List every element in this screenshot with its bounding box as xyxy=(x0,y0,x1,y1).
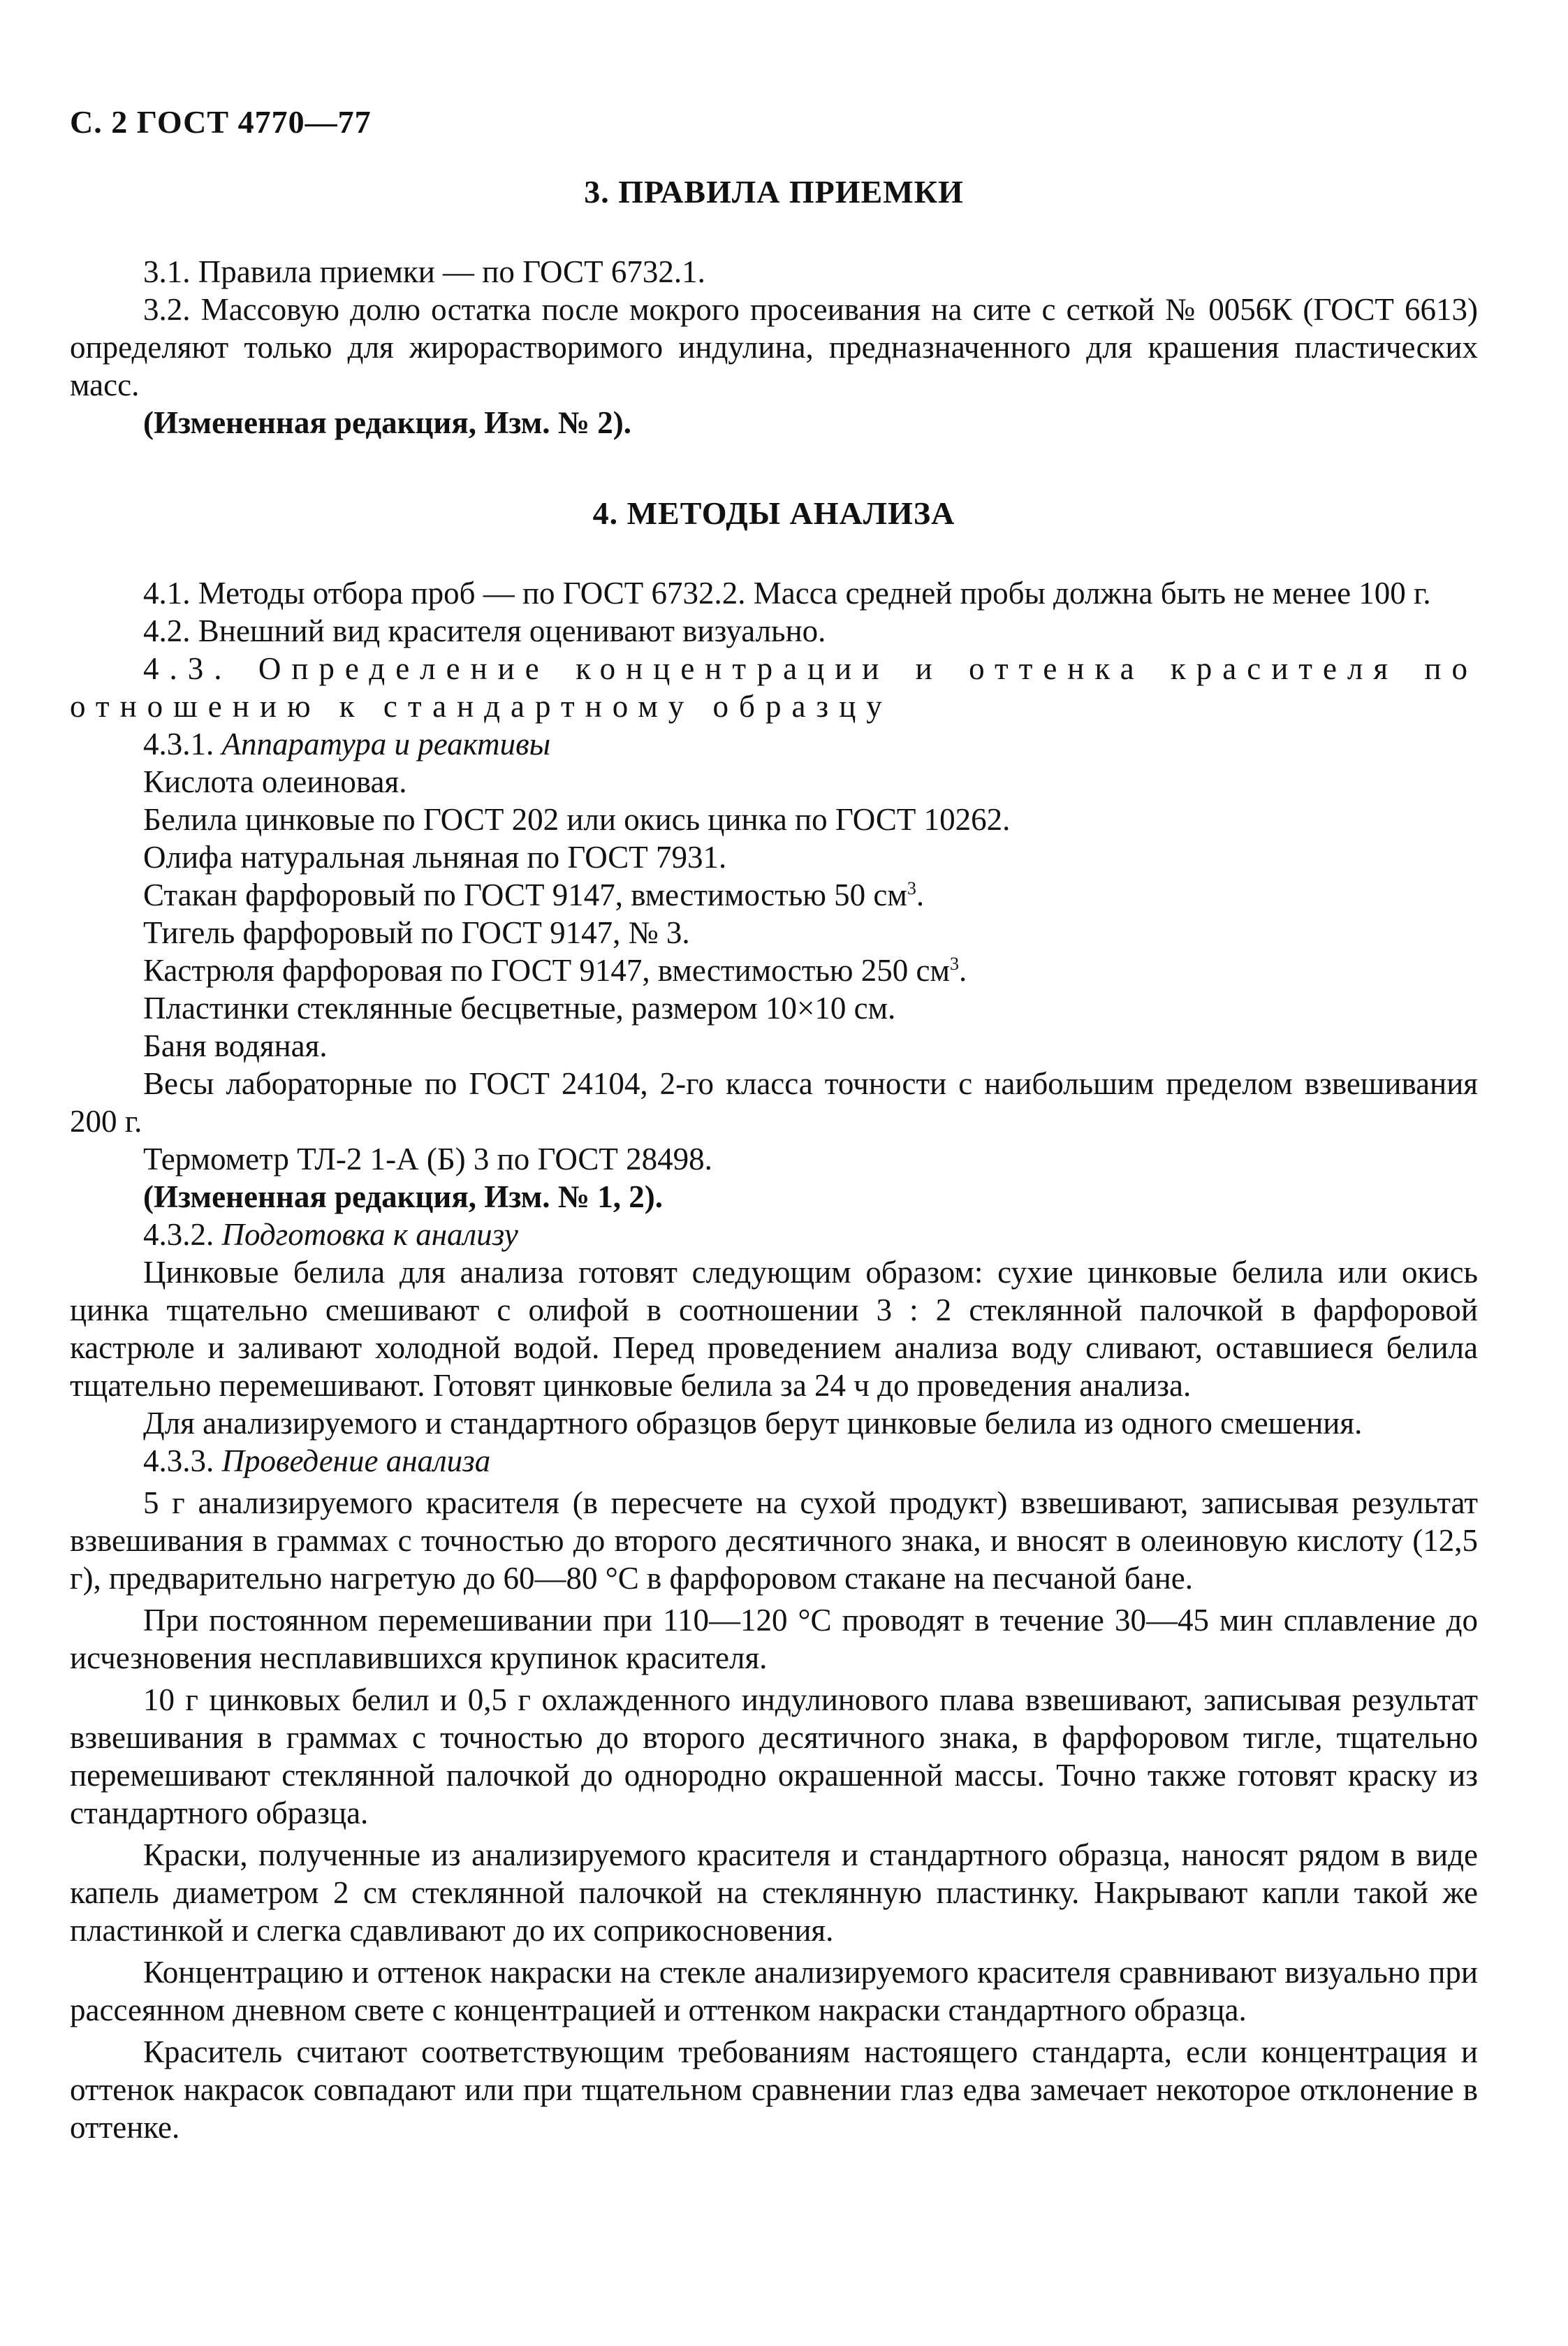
amendment-note: (Измененная редакция, Изм. № 1, 2). xyxy=(143,1179,664,1214)
clause-heading: Проведение анализа xyxy=(221,1443,491,1478)
paragraph: Краски, полученные из анализируемого красителя и стандартного образца, наносят рядом в виде капель диаметром 2 см стеклянной палочкой на стеклянную пластинку. Накрывают капли такой же пластинкой и слегка сдавливают до их соприкосновения. xyxy=(70,1837,1478,1948)
section-4-title: 4. МЕТОДЫ АНАЛИЗА xyxy=(592,495,955,531)
clause-heading: Аппаратура и реактивы xyxy=(221,727,551,762)
clause-4-3-1 xyxy=(70,725,1478,763)
equipment-item: Кастрюля фарфоровая по ГОСТ 9147, вместимостью 250 $см^3$. xyxy=(143,953,967,988)
equipment-item: Кислота олеиновая. xyxy=(143,764,407,799)
equipment-item: Олифа натуральная льняная по ГОСТ 7931. xyxy=(143,840,727,875)
document-body xyxy=(70,173,1478,2146)
paragraph: Для анализируемого и стандартного образцов берут цинковые белила из одного смешения. xyxy=(143,1406,1363,1441)
equipment-item: Стакан фарфоровый по ГОСТ 9147, вместимостью 50 $см^3$. xyxy=(143,877,925,912)
equipment-item: Баня водяная. xyxy=(143,1028,328,1063)
equipment-item: Пластинки стеклянные бесцветные, размером 10×10 см. xyxy=(143,991,896,1026)
equipment-item: Тигель фарфоровый по ГОСТ 9147, № 3. xyxy=(143,915,690,950)
paragraph: Краситель считают соответствующим требованиям настоящего стандарта, если концентрация и оттенок накрасок совпадают или при тщательном сравнении глаз едва замечает некоторое отклонение в оттенке. xyxy=(70,2034,1478,2145)
equipment-item: Весы лабораторные по ГОСТ 24104, 2-го класса точности с наибольшим пределом взвешивания 200 г. xyxy=(70,1066,1478,1139)
page-header: С. 2 ГОСТ 4770—77 xyxy=(70,104,372,140)
equipment-item: Белила цинковые по ГОСТ 202 или окись цинка по ГОСТ 10262. xyxy=(143,802,1011,837)
clause-4-3: 4.3. Определение концентрации и оттенка красителя по отношению к стандартному образцу xyxy=(70,651,1478,724)
clause-4-2: 4.2. Внешний вид красителя оценивают визуально. xyxy=(143,613,826,648)
clause-4-1: 4.1. Методы отбора проб — по ГОСТ 6732.2. Масса средней пробы должна быть не менее 100 г. xyxy=(143,576,1431,611)
section-3-title: 3. ПРАВИЛА ПРИЕМКИ xyxy=(584,174,964,210)
clause-3-1: 3.1. Правила приемки — по ГОСТ 6732.1. xyxy=(143,254,705,289)
amendment-note: (Измененная редакция, Изм. № 2). xyxy=(143,405,632,440)
paragraph: 5 г анализируемого красителя (в пересчете на сухой продукт) взвешивают, записывая результат взвешивания в граммах с точностью до второго десятичного знака, и вносят в олеиновую кислоту (12,5 г), предварительно нагретую до 60—80 °С в фарфоровом стакане на песчаной бане. xyxy=(70,1485,1478,1596)
clause-3-2: 3.2. Массовую долю остатка после мокрого просеивания на сите с сеткой № 0056К (ГОСТ 6613) определяют только для жирорастворимого индулина, предназначенного для крашения пластических масс. xyxy=(70,292,1478,402)
paragraph: 10 г цинковых белил и 0,5 г охлажденного индулинового плава взвешивают, записывая результат взвешивания в граммах с точностью до второго десятичного знака, в фарфоровом тигле, тщательно перемешивают стеклянной палочкой до однородно окрашенной массы. Точно также готовят краску из стандартного образца. xyxy=(70,1682,1478,1830)
paragraph: При постоянном перемешивании при 110—120 °С проводят в течение 30—45 мин сплавление до исчезновения несплавившихся крупинок красителя. xyxy=(70,1603,1478,1675)
equipment-item: Термометр ТЛ-2 1-А (Б) 3 по ГОСТ 28498. xyxy=(143,1142,712,1176)
clause-4-3-3 xyxy=(70,1442,1478,1480)
clause-number: 4.3.2. xyxy=(143,1217,222,1252)
clause-heading: Подготовка к анализу xyxy=(221,1217,518,1252)
clause-number: 4.3.1. xyxy=(143,727,222,762)
clause-number: 4.3.3. xyxy=(143,1443,222,1478)
paragraph: Цинковые белила для анализа готовят следующим образом: сухие цинковые белила или окись цинка тщательно смешивают с олифой в соотношении 3 : 2 стеклянной палочкой в фарфоровой кастрюле и заливают холодной водой. Перед проведением анализа воду сливают, оставшиеся белила тщательно перемешивают. Готовят цинковые белила за 24 ч до проведения анализа. xyxy=(70,1255,1478,1403)
paragraph: Концентрацию и оттенок накраски на стекле анализируемого красителя сравнивают визуально при рассеянном дневном свете с концентрацией и оттенком накраски стандартного образца. xyxy=(70,1955,1478,2027)
clause-4-3-2 xyxy=(70,1216,1478,1253)
